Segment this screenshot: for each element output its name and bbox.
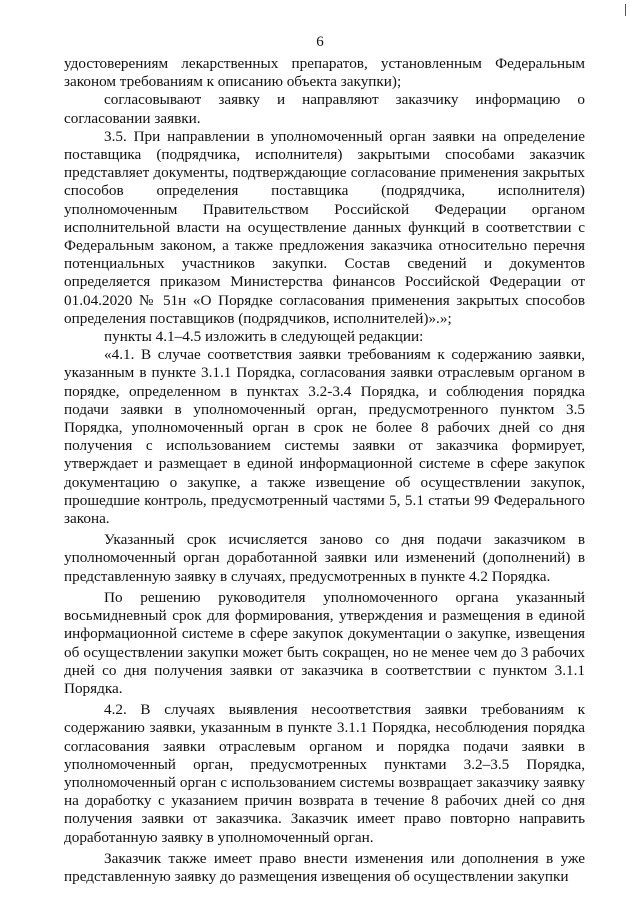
paragraph-4-2: 4.2. В случаях выявления несоответствия заявки требованиям к содержанию заявки, указанным в пункте 3.1.1 Порядка, несоблюдения порядка согласования заявки отраслевым органом и порядка подачи заявки в уполномоченный орган, предусмотренных пунктами 3.2–3.5 Порядка, уполномоченный орган с использованием системы возвращает заказчику заявку на доработку с указанием причин возврата в течение 8 рабочих дней со дня получения заявки от заказчика. Заказчик имеет право повторно направить доработанную заявку в уполномоченный орган. [64, 701, 585, 846]
paragraph-3-5: 3.5. При направлении в уполномоченный орган заявки на определение поставщика (подрядчика, исполнителя) закрытыми способами заказчик представляет документы, подтверждающие согласование применения закрытых способов определения поставщика (подрядчика, исполнителя) уполномоченным Правительством Российской Федерации органом исполнительной власти на осуществление данных функций в соответствии с Федеральным законом, а также предложения заказчика относительно перечня потенциальных участников закупки. Состав сведений и документов определяется приказом Министерства финансов Российской Федерации от 01.04.2020 № 51н «О Порядке согласования применения закрытых способов определения поставщиков (подрядчиков, исполнителей)».»; [64, 127, 585, 327]
paragraph-customer-changes: Заказчик также имеет право внести изменения или дополнения в уже представленную заявку до размещения извещения об осуществлении закупки [64, 849, 585, 885]
document-body [64, 55, 585, 886]
paragraph-continuation: удостоверениям лекарственных препаратов, установленным Федеральным законом требованиям к описанию объекта закупки); [64, 55, 585, 91]
page-number: 6 [316, 34, 324, 50]
paragraph-4-1: «4.1. В случае соответствия заявки требованиям к содержанию заявки, указанным в пункте 3.1.1 Порядка, согласования заявки отраслевым органом в порядке, определенном в пунктах 3.2-3.4 Порядка, и соблюдения порядка подачи заявки в уполномоченный орган, предусмотренного пунктом 3.5 Порядка, уполномоченный орган в срок не более 8 рабочих дней со дня получения с использованием системы заявки от заказчика формирует, утверждает и размещает в единой информационной системе в сфере закупок документацию о закупке, а также извещение об осуществлении закупок, прошедшие контроль, предусмотренный частями 5, 5.1 статьи 99 Федерального закона. [64, 346, 585, 528]
paragraph-term-reduction: По решению руководителя уполномоченного органа указанный восьмидневный срок для формирования, утверждения и размещения в единой информационной системе в сфере закупок документации о закупке, извещения об осуществлении закупки может быть сокращен, но не менее чем до 3 рабочих дней со дня получения заявки от заказчика в соответствии с пунктом 3.1.1 Порядка. [64, 588, 585, 697]
scan-edge-mark [625, 4, 626, 16]
paragraph-amendment-intro: пункты 4.1–4.5 изложить в следующей редакции: [104, 328, 424, 346]
paragraph-term-recalculation: Указанный срок исчисляется заново со дня подачи заказчиком в уполномоченный орган доработанной заявки или изменений (дополнений) в представленную заявку в случаях, предусмотренных в пункте 4.2 Порядка. [64, 531, 585, 585]
paragraph-approval: согласовывают заявку и направляют заказчику информацию о согласовании заявки. [64, 91, 585, 127]
